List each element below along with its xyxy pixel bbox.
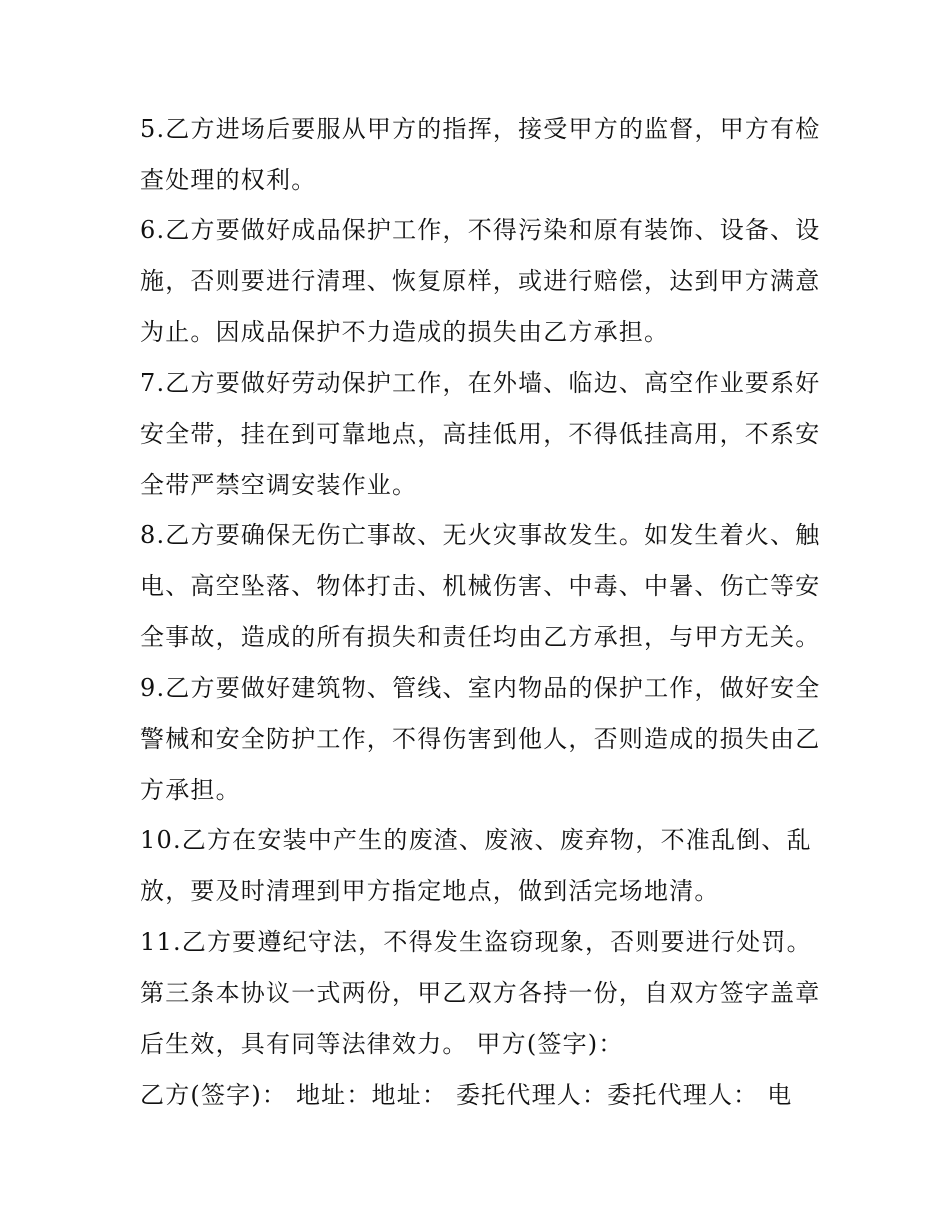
text-line: 全带严禁空调安装作业。 bbox=[140, 471, 418, 499]
text-line: 电、高空坠落、物体打击、机械伤害、中毒、中暑、伤亡等安 bbox=[140, 572, 821, 600]
text-line: 安全带，挂在到可靠地点，高挂低用，不得低挂高用，不系安 bbox=[140, 420, 821, 448]
text-line: 全事故，造成的所有损失和责任均由乙方承担，与甲方无关。 bbox=[140, 623, 821, 651]
text-line: 8.乙方要确保无伤亡事故、无火灾事故发生。如发生着火、触 bbox=[140, 521, 821, 549]
text-line: 警械和安全防护工作，不得伤害到他人，否则造成的损失由乙 bbox=[140, 725, 821, 753]
text-line: 6.乙方要做好成品保护工作，不得污染和原有装饰、设备、设 bbox=[140, 216, 821, 244]
text-line: 为止。因成品保护不力造成的损失由乙方承担。 bbox=[140, 318, 670, 346]
text-line: 9.乙方要做好建筑物、管线、室内物品的保护工作，做好安全 bbox=[140, 674, 821, 702]
text-line: 后生效，具有同等法律效力。 甲方(签字)： bbox=[140, 1030, 624, 1058]
text-line: 施，否则要进行清理、恢复原样，或进行赔偿，达到甲方满意 bbox=[140, 267, 821, 295]
text-line: 第三条本协议一式两份，甲乙双方各持一份，自双方签字盖章 bbox=[140, 979, 821, 1007]
text-line: 放，要及时清理到甲方指定地点，做到活完场地清。 bbox=[140, 877, 720, 905]
text-line: 方承担。 bbox=[140, 776, 241, 804]
text-line: 10.乙方在安装中产生的废渣、废液、废弃物，不准乱倒、乱 bbox=[140, 826, 812, 854]
text-line: 11.乙方要遵纪守法，不得发生盗窃现象，否则要进行处罚。 bbox=[140, 928, 812, 956]
text-line: 乙方(签字)： 地址：地址： 委托代理人：委托代理人： 电 bbox=[140, 1081, 793, 1109]
text-line: 5.乙方进场后要服从甲方的指挥，接受甲方的监督，甲方有检 bbox=[140, 115, 821, 143]
text-line: 查处理的权利。 bbox=[140, 166, 317, 194]
text-line: 7.乙方要做好劳动保护工作，在外墙、临边、高空作业要系好 bbox=[140, 369, 821, 397]
